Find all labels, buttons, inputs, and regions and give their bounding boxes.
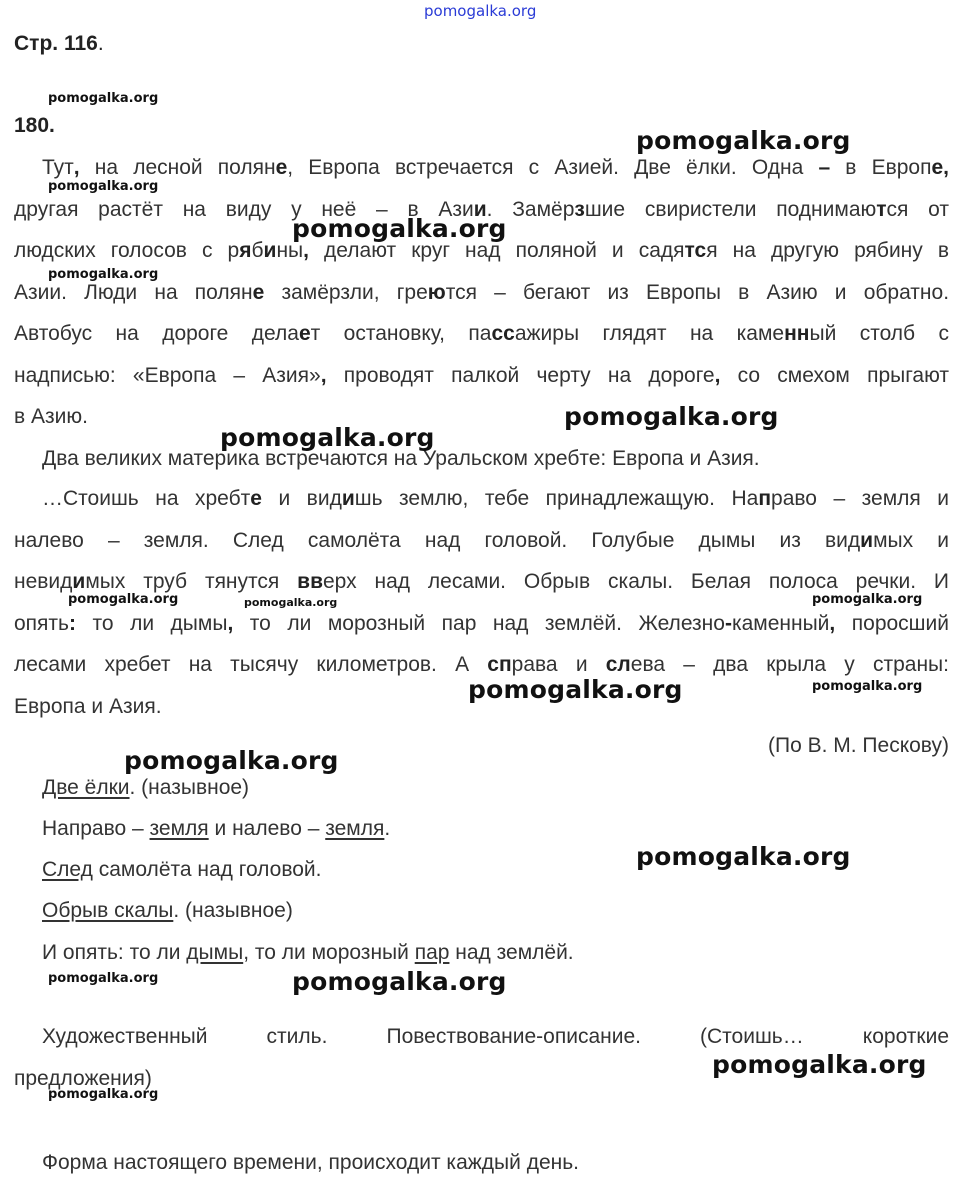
watermark-small: pomogalka.org: [48, 179, 159, 194]
underlined-subject: дымы: [186, 941, 244, 964]
author-attribution: (По В. М. Пескову): [767, 734, 949, 757]
style-note-line-2: предложения): [14, 1066, 152, 1090]
p3-line-3: невидимых труб тянутся вверх над лесами. Обрыв скалы. Белая полоса речки. И: [14, 570, 950, 593]
underlined-subject: Обрыв скалы: [42, 899, 174, 922]
watermark-small: pomogalka.org: [812, 679, 923, 694]
p3-line-6: Европа и Азия.: [14, 694, 162, 718]
watermark: pomogalka.org: [292, 967, 507, 996]
p1-line-3: людских голосов с рябины, делают круг над поляной и садятся на другую рябину в: [14, 239, 949, 262]
underlined-subject: земля: [149, 817, 209, 840]
watermark-small: pomogalka.org: [48, 91, 159, 106]
p3-line-1: …Стоишь на хребте и видишь землю, тебе принадлежащую. Направо – земля и: [42, 487, 949, 510]
watermark: pomogalka.org: [124, 746, 339, 775]
watermark: pomogalka.org: [220, 423, 435, 452]
p1-line-4: Азии. Люди на поляне замёрзли, греются – бегают из Европы в Азию и обратно.: [14, 280, 950, 304]
watermark-small: pomogalka.org: [244, 596, 338, 609]
watermark-top[interactable]: pomogalka.org: [424, 2, 537, 20]
example-5: И опять: то ли дымы, то ли морозный пар над землёй.: [42, 941, 574, 964]
p3-line-4: опять: то ли дымы, то ли морозный пар над землёй. Железно-каменный, поросший: [14, 611, 949, 635]
p1-line-7: в Азию.: [14, 405, 88, 428]
watermark-small: pomogalka.org: [68, 592, 179, 607]
watermark: pomogalka.org: [292, 214, 507, 243]
watermark: pomogalka.org: [712, 1050, 927, 1079]
underlined-subject: Две ёлки: [42, 776, 130, 799]
watermark-small: pomogalka.org: [48, 1087, 159, 1102]
tense-note: Форма настоящего времени, происходит каждый день.: [42, 1151, 580, 1174]
p1-line-6: надписью: «Европа – Азия», проводят палкой черту на дороге, со смехом прыгают: [14, 363, 950, 387]
style-note-line-1: Художественный стиль. Повествование-описание. (Стоишь… короткие: [42, 1025, 949, 1048]
example-3: След самолёта над головой.: [42, 858, 322, 881]
p1-line-1: Тут, на лесной поляне, Европа встречается с Азией. Две ёлки. Одна – в Европе,: [42, 156, 949, 179]
watermark: pomogalka.org: [468, 675, 683, 704]
example-2: Направо – земля и налево – земля.: [42, 817, 391, 840]
p1-line-2: другая растёт на виду у неё – в Азии. Замёрзшие свиристели поднимаются от: [14, 197, 949, 221]
exercise-number: 180.: [14, 114, 55, 137]
example-4: Обрыв скалы. (назывное): [42, 899, 293, 922]
example-1: Две ёлки. (назывное): [42, 776, 250, 799]
watermark: pomogalka.org: [636, 842, 851, 871]
p1-line-5: Автобус на дороге делает остановку, пассажиры глядят на каменный столб с: [14, 322, 949, 345]
watermark-small: pomogalka.org: [48, 971, 159, 986]
p3-line-2: налево – земля. След самолёта над головой. Голубые дымы из видимых и: [14, 528, 949, 552]
page-reference-text: Стр. 116: [14, 32, 98, 55]
page-reference-dot: .: [97, 32, 104, 55]
paragraph-2: Два великих материка встречаются на Уральском хребте: Европа и Азия.: [42, 447, 760, 470]
underlined-subject: След: [42, 858, 93, 881]
watermark: pomogalka.org: [636, 126, 851, 155]
watermark-small: pomogalka.org: [48, 267, 159, 282]
p3-line-5: лесами хребет на тысячу километров. А справа и слева – два крыла у страны:: [14, 653, 949, 676]
watermark-small: pomogalka.org: [812, 592, 923, 607]
underlined-subject: пар: [414, 941, 450, 964]
watermark: pomogalka.org: [564, 402, 779, 431]
page-reference: [14, 32, 104, 56]
underlined-subject: земля: [325, 817, 385, 840]
